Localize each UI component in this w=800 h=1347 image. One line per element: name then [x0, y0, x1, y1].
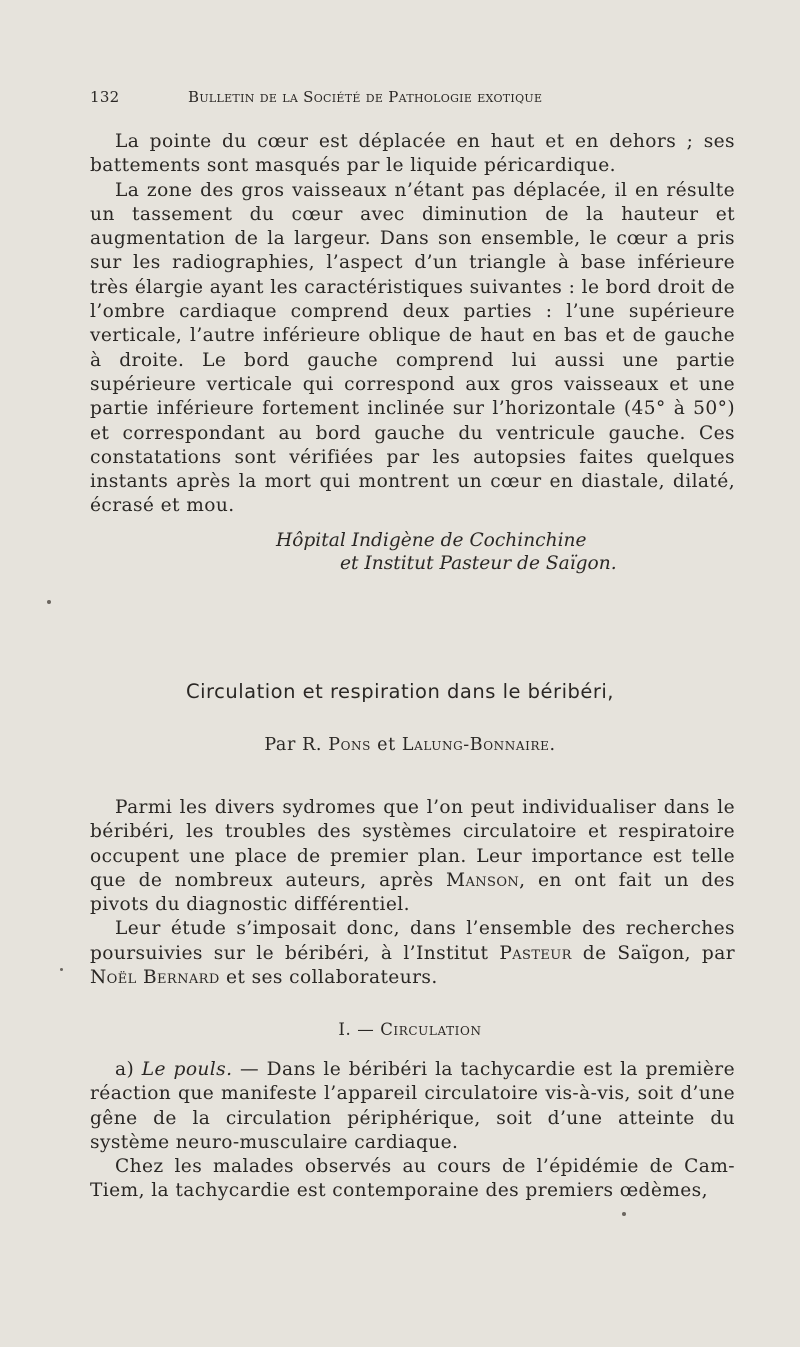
print-speck: [60, 968, 63, 971]
section-numeral: I. —: [338, 1020, 375, 1039]
text-run: Leur étude s’imposait donc, dans l’ensemble des recherches poursuivies sur le béribéri, à l’Institut: [90, 918, 735, 964]
subsection-title: Le pouls.: [141, 1059, 233, 1080]
byline-conjunction: et: [377, 735, 396, 755]
author-name: R. Pons: [302, 735, 371, 755]
text-run: , en ont fait un des pivots du diagnostic différentiel.: [90, 869, 735, 916]
paragraph: [90, 917, 735, 990]
text-run: — Dans le béribéri la tachycardie est la première réaction que manifeste l’appareil circulatoire vis-à-vis, soit d’une gêne de la circulation périphérique, soit d’une atteinte du système neuro-musculaire cardiaque.: [90, 1059, 735, 1153]
section-text: [90, 1058, 735, 1204]
journal-title: Bulletin de la Société de Pathologie exotique: [188, 88, 543, 106]
paragraph: Chez les malades observés au cours de l’épidémie de Cam-Tiem, la tachycardie est contemporaine des premiers œdèmes,: [90, 1156, 735, 1202]
cited-name: Noël Bernard: [90, 967, 220, 989]
affiliation-line: et Institut Pasteur de Saïgon.: [340, 553, 617, 574]
affiliation-line: Hôpital Indigène de Cochinchine: [276, 530, 587, 551]
paragraph: La pointe du cœur est déplacée en haut et en dehors ; ses battements sont masqués par le liquide péricardique.: [90, 131, 735, 177]
text-run: et ses collaborateurs.: [219, 967, 438, 989]
previous-article-text: [90, 130, 735, 519]
text-run: Parmi les divers sydromes que l’on peut individualiser dans le béribéri, les troubles des systèmes circulatoire et respiratoire occupent une place de premier plan. Leur importance est telle que de nombreux auteurs, après: [90, 797, 735, 891]
cited-name: Manson: [446, 869, 520, 891]
subsection-label: a): [115, 1059, 135, 1080]
section-title: Circulation: [380, 1020, 482, 1039]
text-run: de Saïgon, par: [571, 942, 735, 964]
author-name: Lalung-Bonnaire.: [401, 735, 556, 755]
print-speck: [622, 1212, 626, 1216]
paragraph: [90, 796, 735, 917]
article-title: Circulation et respiration dans le béribéri,: [186, 680, 614, 703]
cited-name: Pasteur: [499, 942, 572, 964]
section-heading: [0, 1020, 800, 1039]
byline-prefix: Par: [264, 735, 296, 755]
paragraph: La zone des gros vaisseaux n’étant pas déplacée, il en résulte un tassement du cœur avec diminution de la hauteur et augmentation de la largeur. Dans son ensemble, le cœur a pris sur les radiographies, l’aspect d’un triangle à base inférieure très élargie ayant les caractéristiques suivantes : le bord droit de l’ombre cardiaque comprend deux parties : l’une supérieure verticale, l’autre inférieure oblique de haut en bas et de gauche à droite. Le bord gauche comprend lui aussi une partie supérieure verticale qui correspond aux gros vaisseaux et une partie inférieure fortement inclinée sur l’horizontale (45° à 50°) et correspondant au bord gauche du ventricule gauche. Ces constatations sont vérifiées par les autopsies faites quelques instants après la mort qui montrent un cœur en diastale, dilaté, écrasé et mou.: [90, 179, 735, 517]
paragraph: [90, 1058, 735, 1155]
print-speck: [47, 600, 51, 604]
byline: [0, 735, 800, 755]
intro-text: [90, 796, 735, 990]
page-number: 132: [90, 88, 120, 106]
